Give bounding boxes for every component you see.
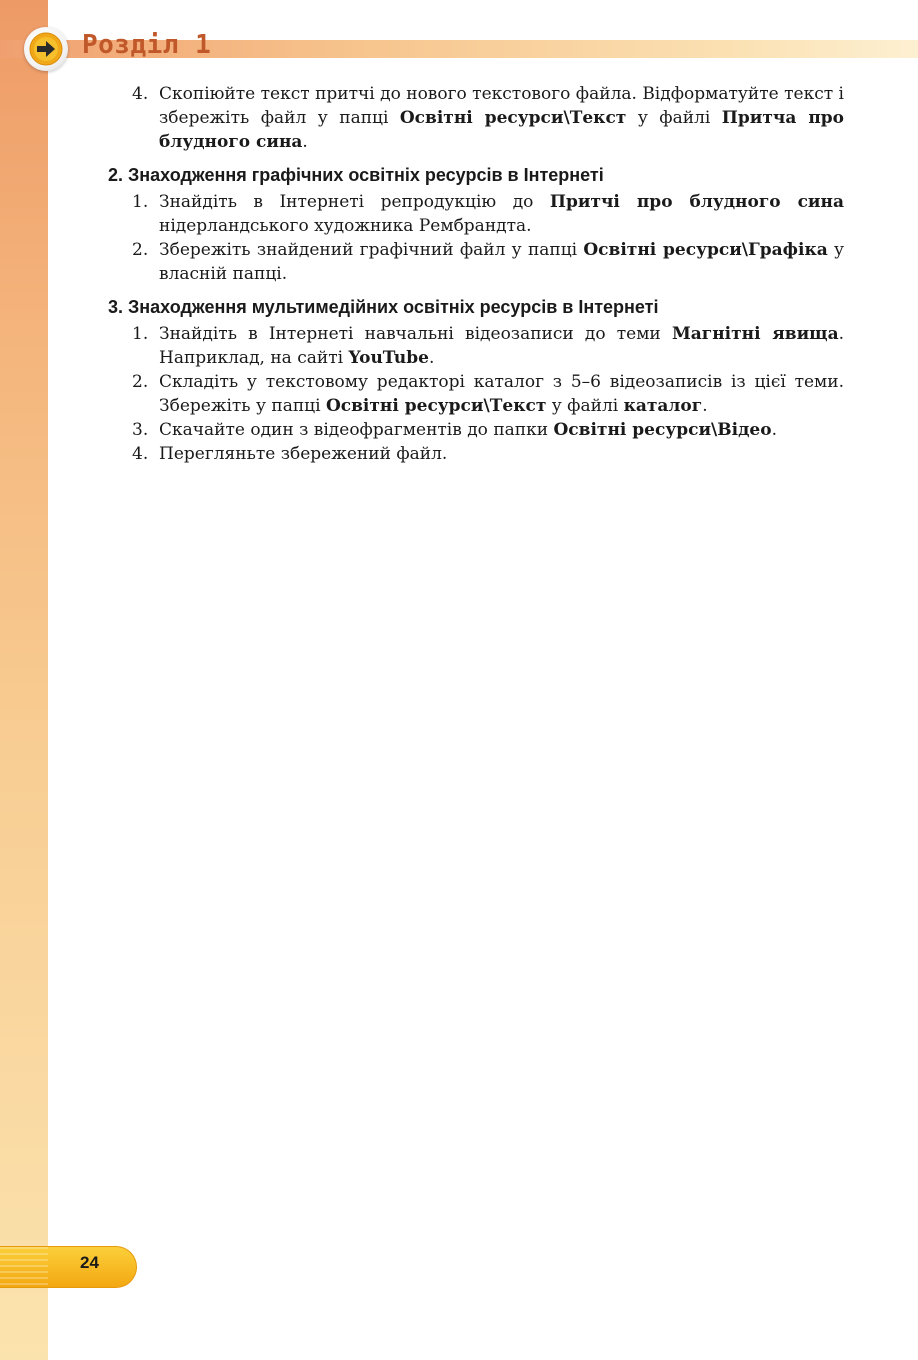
page-number: 24 bbox=[80, 1253, 99, 1272]
list-item-text bbox=[159, 322, 844, 370]
list-item bbox=[108, 238, 844, 286]
side-decorative-strip bbox=[0, 0, 48, 1360]
arrow-right-icon bbox=[29, 32, 63, 66]
list-item-text bbox=[159, 418, 844, 442]
text-run: Скачайте один з відеофрагментів до папки bbox=[159, 420, 554, 440]
text-run: . bbox=[428, 348, 435, 368]
text-run: у файлі bbox=[546, 396, 624, 416]
bold-term: YouTube bbox=[348, 348, 429, 368]
list-item-number: 3. bbox=[132, 420, 149, 440]
list-item-number: 2. bbox=[132, 240, 149, 260]
list-item bbox=[108, 442, 844, 466]
list-item bbox=[108, 82, 844, 154]
chapter-title: Розділ 1 bbox=[82, 30, 212, 60]
list-item-number: 4. bbox=[132, 84, 149, 104]
section-heading: 3. Знаходження мультимедійних освітніх ресурсів в Інтернеті bbox=[108, 297, 659, 317]
text-run: Знайдіть в Інтернеті навчальні відеозаписи до теми bbox=[159, 324, 672, 344]
list-item-number: 2. bbox=[132, 372, 149, 392]
text-run: . bbox=[302, 132, 308, 152]
text-run: у власній папці. bbox=[159, 240, 844, 284]
bold-term: каталог bbox=[623, 396, 703, 416]
bold-term: Освітні ресурси\Графіка bbox=[583, 240, 828, 260]
intro-list bbox=[108, 82, 844, 154]
list-item-text bbox=[159, 190, 844, 238]
text-run: Складіть у текстовому редакторі каталог з 5–6 відеозаписів із цієї теми. Збережіть у папці bbox=[159, 372, 844, 416]
list-item-text bbox=[159, 370, 844, 418]
list-item-number: 4. bbox=[132, 444, 149, 464]
text-run: Перегляньте збережений файл. bbox=[159, 444, 448, 464]
list-item bbox=[108, 322, 844, 370]
section-heading: 2. Знаходження графічних освітніх ресурсів в Інтернеті bbox=[108, 165, 604, 185]
text-run: . Наприклад, на сайті bbox=[159, 324, 844, 368]
text-run: Скопіюйте текст притчі до нового текстового файла. Відформатуйте текст і збережіть файл у папці bbox=[159, 84, 844, 128]
bold-term: Освітні ресурси\Відео bbox=[553, 420, 772, 440]
bold-term: Притчі про блудного сина bbox=[549, 192, 845, 212]
sections-container bbox=[108, 163, 844, 466]
text-run: нідерландського художника Рембрандта. bbox=[159, 216, 532, 236]
page-number-tab bbox=[0, 1246, 137, 1288]
text-run: Знайдіть в Інтернеті репродукцію до bbox=[159, 192, 550, 212]
bold-term: Притча про блудного сина bbox=[159, 108, 844, 152]
page-tab-stripes bbox=[0, 1247, 48, 1287]
list-item-text bbox=[159, 238, 844, 286]
main-content bbox=[108, 82, 844, 466]
bold-term: Освітні ресурси\Текст bbox=[399, 108, 627, 128]
list-item-text bbox=[159, 442, 844, 466]
text-run: . bbox=[702, 396, 708, 416]
text-run: . bbox=[771, 420, 777, 440]
text-run: у файлі bbox=[626, 108, 722, 128]
bold-term: Магнітні явища bbox=[671, 324, 839, 344]
list-item bbox=[108, 370, 844, 418]
text-run: Збережіть знайдений графічний файл у папці bbox=[159, 240, 584, 260]
list-item-number: 1. bbox=[132, 192, 149, 212]
list-item-number: 1. bbox=[132, 324, 149, 344]
list-item bbox=[108, 418, 844, 442]
bold-term: Освітні ресурси\Текст bbox=[325, 396, 547, 416]
list-item bbox=[108, 190, 844, 238]
chapter-badge bbox=[24, 27, 68, 71]
list-item-text bbox=[159, 82, 844, 154]
